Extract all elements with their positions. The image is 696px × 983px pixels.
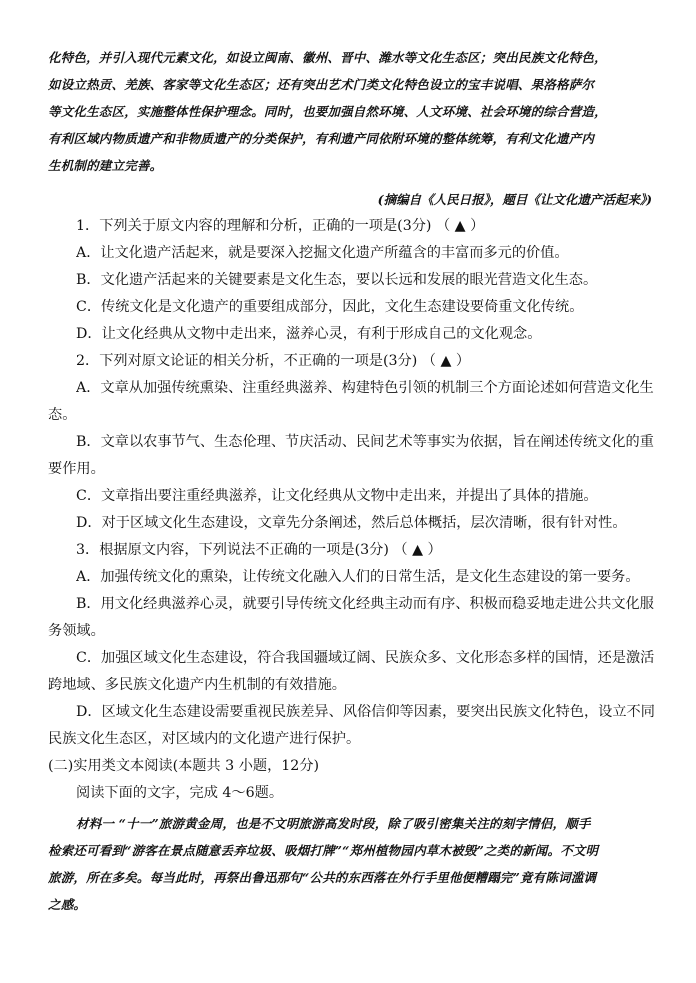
option-2a-cont: 态。 <box>48 407 77 423</box>
source-note: (摘编自《人民日报》，题目《让文化遗产活起来》) <box>377 192 652 207</box>
option-2b-cont: 要作用。 <box>48 461 105 477</box>
question-stem-1: 1．下列关于原文内容的理解和分析，正确的一项是(3分) （ ▲ ） <box>76 218 485 234</box>
question-stem-3: 3．根据原文内容，下列说法不正确的一项是(3分) （ ▲ ） <box>76 542 442 558</box>
material-line: 检索还可看到“游客在景点随意丢弃垃圾、吸烟打牌”“郑州植物园内草木被毁”之类的新闻。不文明 <box>48 843 599 858</box>
intro-line: 化特色，并引入现代元素文化，如设立闽南、徽州、晋中、潍水等文化生态区；突出民族文化特色， <box>48 50 607 65</box>
intro-line: 如设立热贡、羌族、客家等文化生态区；还有突出艺术门类文化特色设立的宝丰说唱、果洛格萨尔 <box>48 77 595 92</box>
section-heading: (二)实用类文本阅读(本题共 3 小题，12分) <box>48 758 320 774</box>
option-3a[interactable]: A．加强传统文化的熏染，让传统文化融入人们的日常生活，是文化生态建设的第一要务。 <box>76 569 640 585</box>
material-line: 之感。 <box>48 897 87 912</box>
question-stem-2: 2．下列对原文论证的相关分析，不正确的一项是(3分) （ ▲ ） <box>76 353 471 369</box>
intro-line: 生机制的建立完善。 <box>48 158 163 173</box>
option-3d-cont: 民族文化生态区，对区域内的文化遗产进行保护。 <box>48 731 361 747</box>
option-2a[interactable]: A．文章从加强传统熏染、注重经典滋养、构建特色引领的机制三个方面论述如何营造文化生 <box>76 380 654 396</box>
option-3c-cont: 跨地域、多民族文化遗产内生机制的有效措施。 <box>48 677 346 693</box>
option-3b[interactable]: B．用文化经典滋养心灵，就要引导传统文化经典主动而有序、积极而稳妥地走进公共文化服 <box>76 596 654 612</box>
option-3b-cont: 务领域。 <box>48 623 105 639</box>
material-line: 旅游，所在多矣。每当此时，再祭出鲁迅那句“公共的东西落在外行手里他便糟蹋完”竟有陈词滥调 <box>48 870 597 885</box>
intro-line: 等文化生态区，实施整体性保护理念。同时，也要加强自然环境、人文环境、社会环境的综合营造， <box>48 104 607 119</box>
option-1c[interactable]: C．传统文化是文化遗产的重要组成部分，因此，文化生态建设要倚重文化传统。 <box>76 299 584 315</box>
option-2c[interactable]: C．文章指出要注重经典滋养，让文化经典从文物中走出来，并提出了具体的措施。 <box>76 488 598 504</box>
section-instruction: 阅读下面的文字，完成 4～6题。 <box>76 785 284 801</box>
option-3d[interactable]: D．区域文化生态建设需要重视民族差异、风俗信仰等因素，要突出民族文化特色，设立不同 <box>76 704 655 720</box>
option-1b[interactable]: B．文化遗产活起来的关键要素是文化生态，要以长远和发展的眼光营造文化生态。 <box>76 272 598 288</box>
option-2d[interactable]: D．对于区域文化生态建设，文章先分条阐述，然后总体概括，层次清晰，很有针对性。 <box>76 515 627 531</box>
option-1a[interactable]: A．让文化遗产活起来，就是要深入挖掘文化遗产所蕴含的丰富而多元的价值。 <box>76 245 569 261</box>
option-3c[interactable]: C．加强区域文化生态建设，符合我国疆域辽阔、民族众多、文化形态多样的国情，还是激活 <box>76 650 655 666</box>
intro-line: 有利区域内物质遗产和非物质遗产的分类保护，有利遗产同依附环境的整体统筹，有利文化遗产内 <box>48 131 595 146</box>
option-2b[interactable]: B．文章以农事节气、生态伦理、节庆活动、民间艺术等事实为依据，旨在阐述传统文化的重 <box>76 434 654 450</box>
material-line: 材料一 “十一”旅游黄金周，也是不文明旅游高发时段，除了吸引密集关注的刻字情侣，顺手 <box>76 816 591 831</box>
option-1d[interactable]: D．让文化经典从文物中走出来，滋养心灵，有利于形成自己的文化观念。 <box>76 326 542 342</box>
